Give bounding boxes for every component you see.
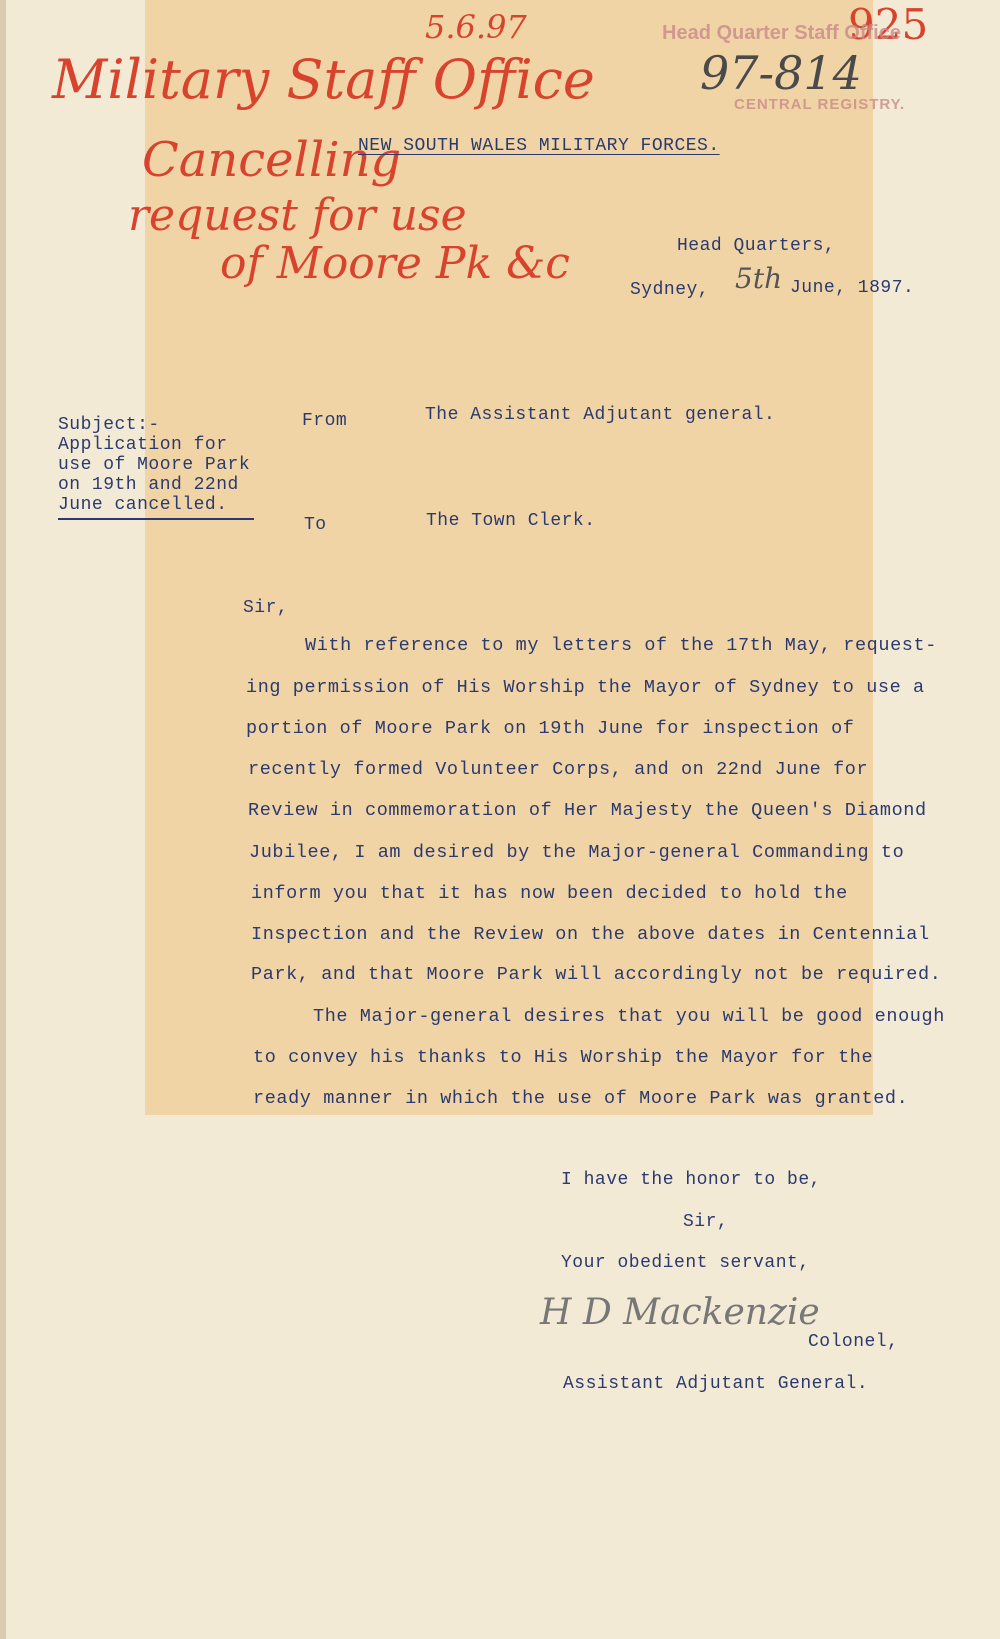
annotation-date: 5.6.97 xyxy=(425,8,527,46)
subject-line-4: June cancelled. xyxy=(58,495,228,515)
date-text: June, 1897. xyxy=(790,278,915,298)
closing-title: Assistant Adjutant General. xyxy=(563,1374,869,1394)
body-line: The Major-general desires that you will be good enough xyxy=(313,1006,945,1027)
body-line: Inspection and the Review on the above dates in Centennial xyxy=(251,924,930,945)
annotation-file-number: 97-814 xyxy=(700,46,862,100)
date-day: 5th xyxy=(735,262,783,295)
salutation: Sir, xyxy=(243,598,289,618)
body-line: portion of Moore Park on 19th June for inspection of xyxy=(246,718,855,739)
body-line: ing permission of His Worship the Mayor of Sydney to use a xyxy=(246,677,925,698)
subject-line-2: use of Moore Park xyxy=(58,455,251,475)
annotation-note-2: request for use xyxy=(128,190,467,241)
body-line: With reference to my letters of the 17th May, request- xyxy=(305,635,937,656)
place-line: Head Quarters, xyxy=(677,236,836,256)
from-label: From xyxy=(302,411,348,431)
closing-line-1: I have the honor to be, xyxy=(561,1170,821,1190)
to-label: To xyxy=(304,515,327,535)
body-line: to convey his thanks to His Worship the Mayor for the xyxy=(253,1047,874,1068)
signature: H D Mackenzie xyxy=(540,1292,820,1333)
place-city: Sydney, xyxy=(630,280,710,300)
body-line: recently formed Volunteer Corps, and on 22nd June for xyxy=(248,759,869,780)
paper-edge xyxy=(0,0,6,1639)
annotation-number: 925 xyxy=(848,0,929,49)
subject-line-3: on 19th and 22nd xyxy=(58,475,239,495)
subject-line-1: Application for xyxy=(58,435,228,455)
body-line: Park, and that Moore Park will accordingly not be required. xyxy=(251,964,942,985)
subject-underline xyxy=(58,518,254,520)
registry-stamp-line1: Head Quarter Staff Office xyxy=(662,22,901,44)
body-line: inform you that it has now been decided to hold the xyxy=(251,883,848,904)
body-line: Review in commemoration of Her Majesty the Queen's Diamond xyxy=(248,800,927,821)
letterhead-title: NEW SOUTH WALES MILITARY FORCES. xyxy=(358,136,720,156)
from-value: The Assistant Adjutant general. xyxy=(425,405,776,425)
closing-line-2: Sir, xyxy=(683,1212,729,1232)
annotation-office: Military Staff Office xyxy=(52,48,595,111)
annotation-note-1: Cancelling xyxy=(142,132,402,188)
annotation-note-3: of Moore Pk &c xyxy=(220,238,570,289)
body-line: ready manner in which the use of Moore Park was granted. xyxy=(253,1088,909,1109)
closing-rank: Colonel, xyxy=(808,1332,899,1352)
body-line: Jubilee, I am desired by the Major-general Commanding to xyxy=(249,842,905,863)
subject-label: Subject:- xyxy=(58,415,160,435)
registry-stamp-line2: CENTRAL REGISTRY. xyxy=(734,96,906,113)
closing-line-3: Your obedient servant, xyxy=(561,1253,810,1273)
to-value: The Town Clerk. xyxy=(426,511,596,531)
